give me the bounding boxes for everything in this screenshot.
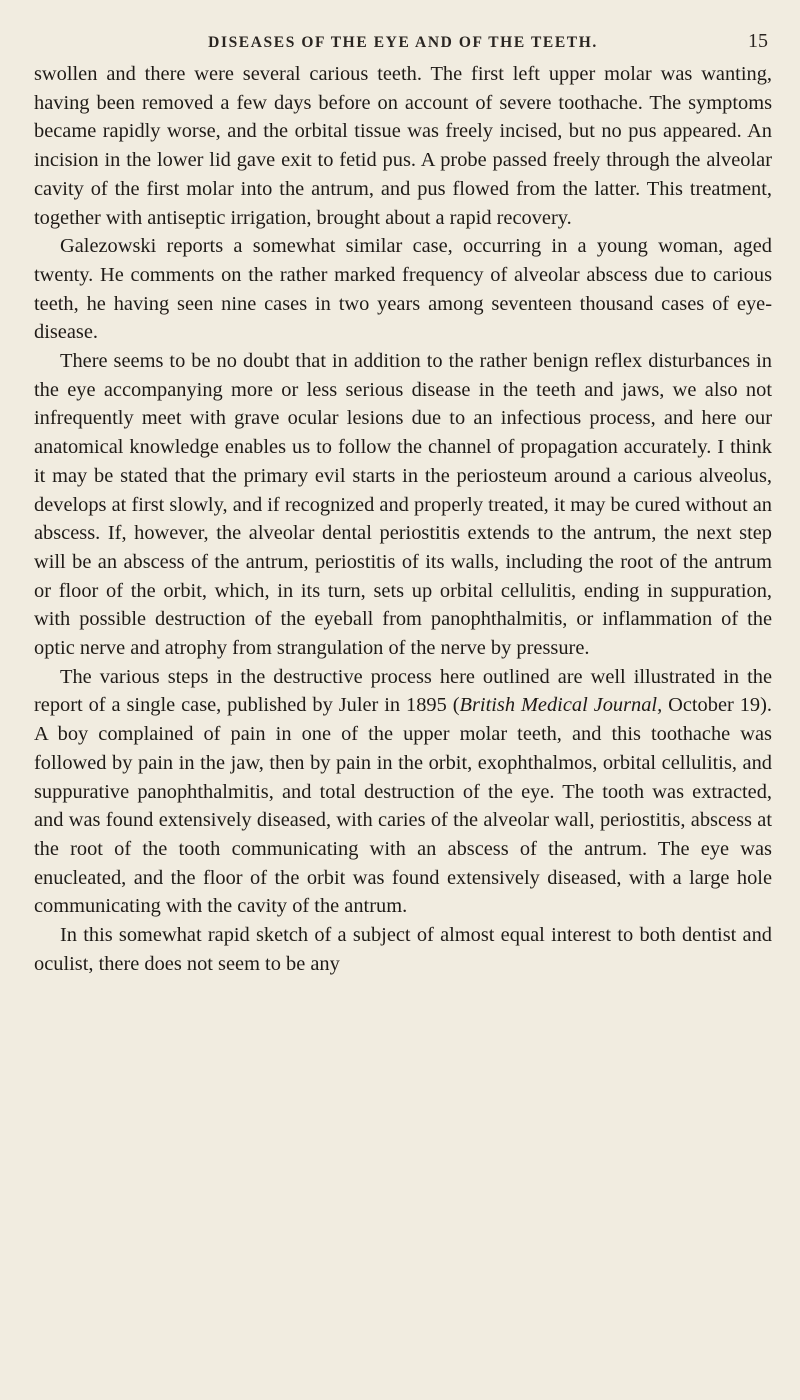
paragraph-continued: swollen and there were several carious teeth. The first left upper molar was wanting, having been removed a few days before on account of severe toothache. The symptoms became rapidly worse, and the orbital tissue was freely incised, but no pus appeared. An incision in the lower lid gave exit to fetid pus. A probe passed freely through the alveolar cavity of the first molar into the antrum, and pus flowed from the latter. This treatment, together with antiseptic irrigation, brought about a rapid recovery.: [34, 63, 772, 229]
paragraph-galezowski: Galezowski reports a somewhat similar case, occurring in a young woman, aged twenty. He comments on the rather marked frequency of alveolar abscess due to carious teeth, he having seen nine cases in two years among seventeen thousand cases of eye-disease.: [34, 235, 772, 344]
paragraph-infectious-process: There seems to be no doubt that in addition to the rather benign reflex disturbances in the eye accompanying more or less serious disease in the teeth and jaws, we also not infrequently meet with grave ocular lesions due to an infectious process, and here our anatomical knowledge enables us to follow the channel of propagation accurately. I think it may be stated that the primary evil starts in the periosteum around a carious alveolus, develops at first slowly, and if recognized and properly treated, it may be cured without an abscess. If, however, the alveolar dental periostitis extends to the antrum, the next step will be an abscess of the antrum, periostitis of its walls, including the root of the antrum or floor of the orbit, which, in its turn, sets up orbital cellulitis, ending in suppuration, with possible destruction of the eyeball from panophthalmitis, or inflammation of the optic nerve and atrophy from strangulation of the nerve by pressure.: [34, 350, 772, 660]
running-title: DISEASES OF THE EYE AND OF THE TEETH.: [208, 34, 598, 51]
running-head: [34, 0, 772, 60]
paragraph-juler-case: [34, 663, 772, 921]
body-text: [34, 60, 772, 979]
book-page: [34, 0, 772, 1400]
journal-citation: British Medical Journal,: [459, 694, 663, 717]
juler-text-before: The various steps in the destructive process here outlined are well illustrated in the report of a single case, published by Juler in 1895 (: [34, 665, 772, 717]
paragraph-conclusion: In this somewhat rapid sketch of a subject of almost equal interest to both dentist and oculist, there does not seem to be any: [34, 924, 772, 975]
juler-text-after: October 19). A boy complained of pain in one of the upper molar teeth, and this toothache was followed by pain in the jaw, then by pain in the orbit, exophthalmos, orbital cellulitis, and suppurative panophthalmitis, and total destruction of the eye. The tooth was extracted, and was found extensively diseased, with caries of the alveolar wall, periostitis, abscess at the root of the tooth communicating with an abscess of the antrum. The eye was enucleated, and the floor of the orbit was found extensively diseased, with a large hole communicating with the cavity of the antrum.: [34, 694, 772, 918]
page-number: 15: [748, 30, 768, 52]
